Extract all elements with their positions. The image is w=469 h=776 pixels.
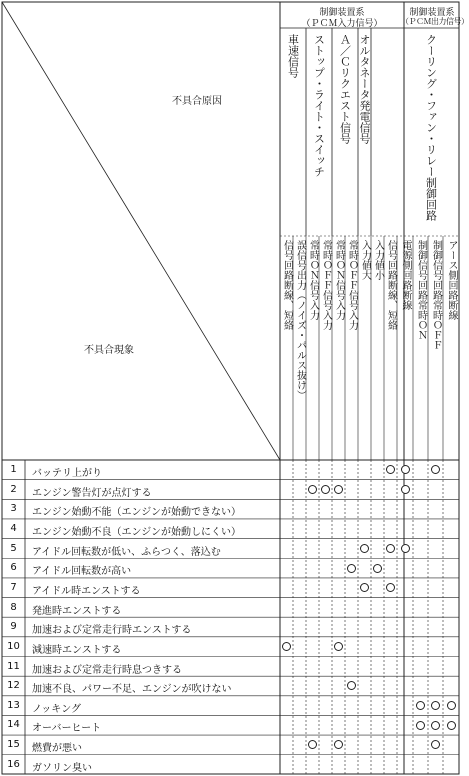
cause-header-c11: 制御信号回路常時ＯＮ: [415, 240, 427, 340]
cause-header-c5: 常時ＯＮ信号入力: [333, 240, 345, 320]
symptom-label: 加速および定常走行時エンストする: [32, 625, 192, 637]
symptom-label: 燃費が悪い: [32, 743, 82, 755]
row-number: 14: [7, 719, 20, 731]
circle-mark-icon: [431, 721, 440, 730]
row-number: 15: [7, 739, 20, 751]
circle-mark-icon: [447, 721, 456, 730]
cause-header-c13: アース側回路断線: [446, 240, 457, 320]
part-header-ac: Ａ／Ｃリクエスト信号: [338, 34, 352, 144]
symptom-label: エンジン始動不能（エンジンが始動できない）: [32, 507, 241, 519]
circle-mark-icon: [401, 485, 410, 494]
circle-mark-icon: [401, 465, 410, 474]
circle-mark-icon: [416, 721, 425, 730]
symptom-label: ノッキング: [32, 703, 81, 715]
group-input-title-line2: （ＰＣＭ入力信号）: [301, 19, 383, 29]
circle-mark-icon: [386, 544, 395, 553]
circle-mark-icon: [308, 485, 317, 494]
row-number: 12: [7, 680, 20, 692]
symptom-label: 発進時エンストする: [32, 605, 122, 617]
row-number: 11: [7, 660, 20, 672]
circle-mark-icon: [401, 544, 410, 553]
symptom-title: 不具合現象: [84, 345, 134, 356]
symptom-label: アイドル時エンストする: [32, 585, 141, 597]
cause-header-c4: 常時ＯＦＦ信号入力: [320, 240, 332, 330]
row-number: 3: [10, 503, 17, 515]
symptom-label: エンジン警告灯が点灯する: [32, 487, 152, 499]
cause-title: 不具合原因: [172, 96, 222, 107]
cause-header-c8: 入力値小: [372, 240, 384, 280]
part-header-speed: 車速信号: [286, 34, 300, 78]
part-header-fan: クーリング・ファン・リレー制御回路: [424, 34, 438, 221]
row-number: 7: [10, 581, 17, 593]
cause-header-c2: 誤信号出力（ノイズ・パルス抜け）: [294, 240, 306, 400]
row-number: 13: [7, 699, 20, 711]
row-number: 8: [10, 601, 17, 613]
header-diagonal: [2, 2, 280, 460]
symptom-label: アイドル回転数が高い: [32, 566, 132, 578]
group-output-title-line2: （ＰＣＭ出力信号）: [401, 17, 469, 26]
cause-header-c6: 常時ＯＦＦ信号入力: [346, 240, 358, 330]
circle-mark-icon: [347, 564, 356, 573]
symptom-label: 加速および定常走行時息つきする: [32, 664, 182, 676]
row-number: 16: [7, 758, 20, 770]
row-number: 1: [10, 464, 17, 475]
part-header-alt: オルタネータ発電信号: [358, 34, 371, 144]
row-number: 6: [10, 562, 17, 574]
cause-header-c10: 電源側回路断線: [400, 240, 411, 310]
cause-header-c1: 信号回路断線、短絡: [281, 240, 293, 330]
circle-mark-icon: [334, 485, 343, 494]
cause-header-c3: 常時ＯＮ信号入力: [307, 240, 319, 320]
circle-mark-icon: [360, 544, 369, 553]
circle-mark-icon: [373, 564, 382, 573]
symptom-label: バッテリ上がり: [32, 468, 102, 479]
part-header-stop: ストップ・ライト・スイッチ: [312, 34, 326, 177]
cause-header-c7: 入力値大: [359, 240, 371, 280]
symptom-label: 減速時エンストする: [32, 644, 122, 656]
circle-mark-icon: [321, 485, 330, 494]
cause-header-c9: 信号回路断線、短絡: [385, 240, 397, 330]
row-number: 4: [10, 522, 17, 534]
symptom-label: オーバーヒート: [32, 723, 102, 735]
symptom-label: エンジン始動不良（エンジンが始動しにくい）: [32, 526, 241, 538]
symptom-label: 加速不良、パワー不足、エンジンが吹けない: [32, 684, 232, 696]
symptom-label: ガソリン臭い: [32, 762, 92, 774]
symptom-label: アイドル回転数が低い、ふらつく、落込む: [32, 546, 221, 558]
circle-mark-icon: [447, 701, 456, 710]
cause-header-c12: 制御信号回路常時ＯＦＦ: [430, 240, 442, 350]
row-number: 2: [10, 483, 17, 495]
group-input-title-line1: 制御装置系: [319, 8, 365, 18]
row-number: 9: [10, 621, 17, 633]
row-number: 10: [7, 640, 20, 652]
group-output-title-line1: 制御装置系: [409, 8, 455, 18]
row-number: 5: [10, 542, 17, 554]
